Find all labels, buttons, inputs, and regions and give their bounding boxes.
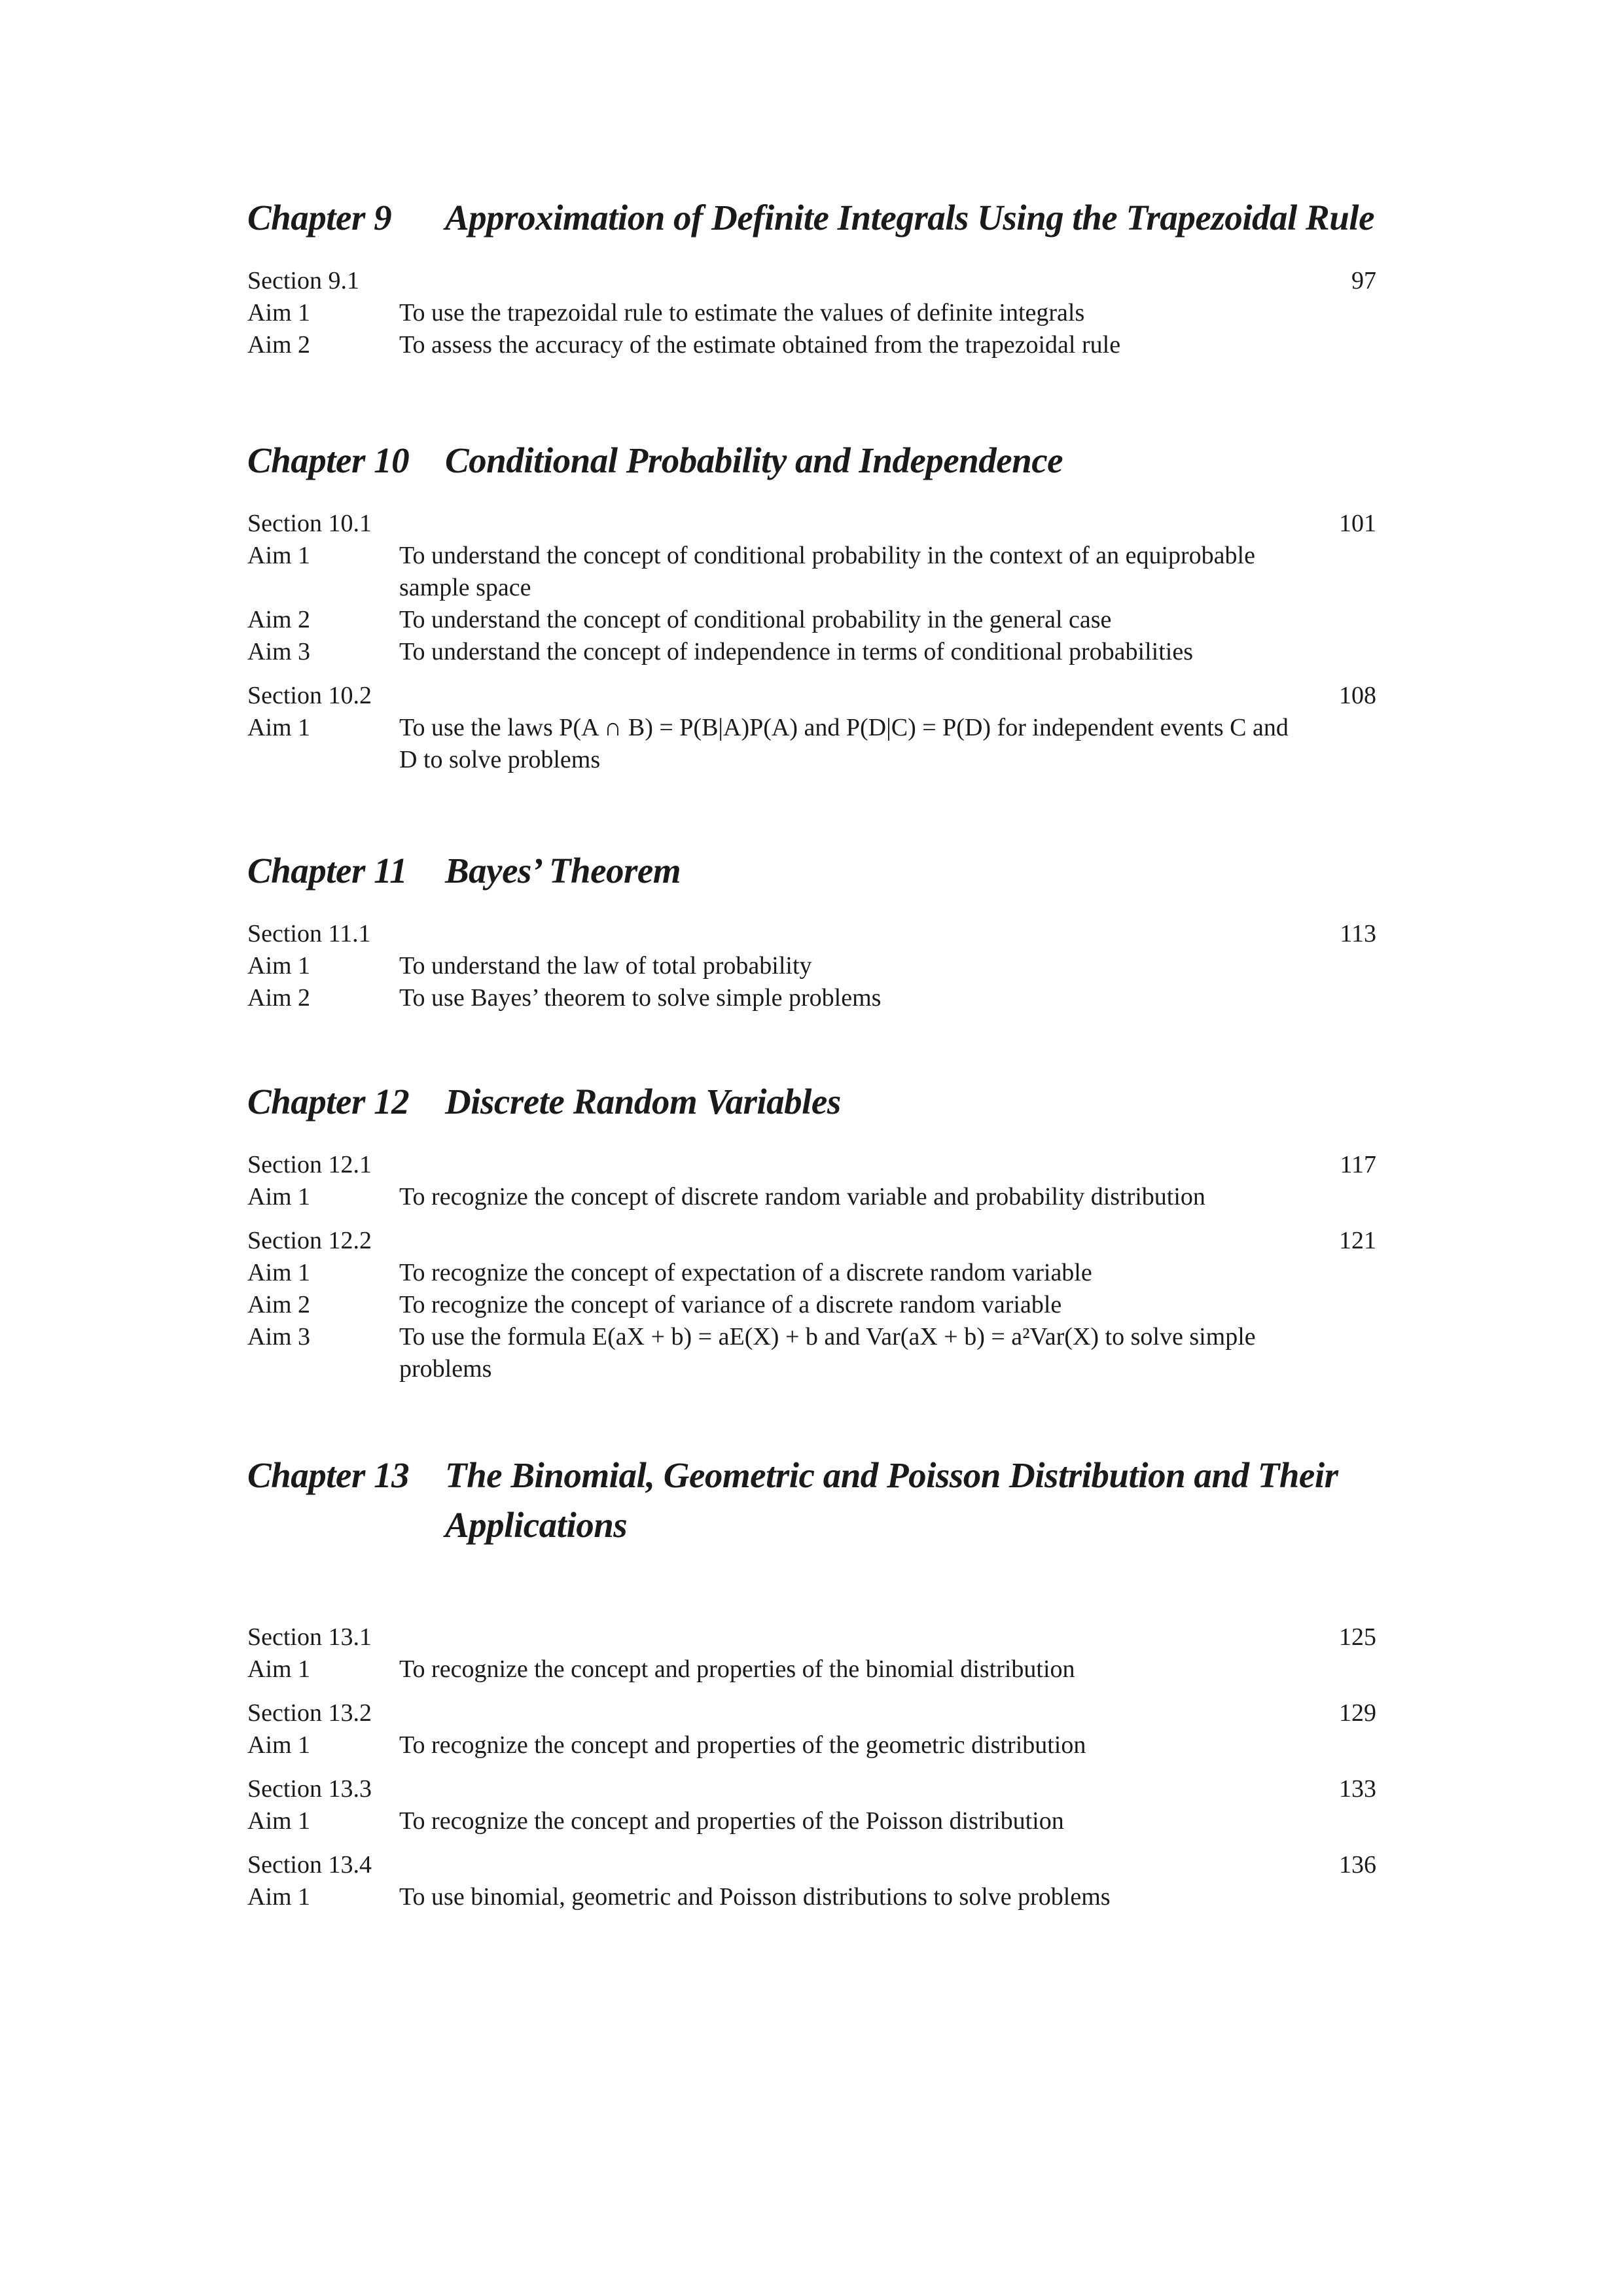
chapter [247,436,1376,776]
aim-text: To use the formula E(aX + b) = aE(X) + b and Var(aX + b) = a²Var(X) to solve simple problems [399,1323,1256,1383]
aim-label: Aim 2 [247,984,311,1012]
chapter-heading [247,193,1376,243]
aim-label: Aim 1 [247,952,311,980]
page-number: 108 [1339,682,1376,709]
chapter [247,1451,1376,1913]
aim-text: To use Bayes’ theorem to solve simple problems [399,984,882,1012]
aim-label: Aim 1 [247,542,311,569]
aim-label: Aim 1 [247,1807,311,1835]
aim-text: To assess the accuracy of the estimate obtained from the trapezoidal rule [399,331,1121,359]
chapter-number: Chapter 10 [247,440,410,480]
section-row[interactable] [247,265,1376,297]
aim-row [247,1653,1376,1686]
aim-label: Aim 2 [247,606,311,633]
chapter [247,1077,1376,1385]
aim-row [247,1181,1376,1213]
page-number: 125 [1339,1623,1376,1651]
aim-text: To use binomial, geometric and Poisson distributions to solve problems [399,1883,1111,1911]
aim-text: To recognize the concept and properties of the binomial distribution [399,1655,1075,1683]
section-name: Section 12.2 [247,1227,372,1254]
chapter-number: Chapter 9 [247,198,392,238]
chapter [247,846,1376,1014]
section-row[interactable] [247,1149,1376,1181]
section-entry [247,265,1376,361]
section-entry [247,508,1376,668]
aim-row [247,1321,1376,1385]
aim-label: Aim 2 [247,331,311,359]
page-number: 101 [1339,510,1376,537]
page-number: 113 [1340,920,1376,947]
chapter [247,193,1376,361]
aim-label: Aim 1 [247,1883,311,1911]
aim-row [247,1881,1376,1913]
page-number: 121 [1339,1227,1376,1254]
aim-row [247,636,1376,668]
page-number: 136 [1339,1851,1376,1879]
section-entry [247,1621,1376,1686]
chapter-heading [247,846,1376,896]
aim-text: To use the laws P(A ∩ B) = P(B|A)P(A) and P(D|C) = P(D) for independent events C and D to solve problems [399,714,1289,773]
aim-text: To use the trapezoidal rule to estimate the values of definite integrals [399,299,1085,327]
section-entry [247,1225,1376,1385]
aim-label: Aim 1 [247,1183,311,1210]
aim-label: Aim 1 [247,1259,311,1286]
aim-row [247,540,1376,604]
aim-row [247,297,1376,329]
aim-text: To understand the law of total probability [399,952,812,980]
section-row[interactable] [247,918,1376,950]
section-entry [247,1773,1376,1837]
section-row[interactable] [247,1849,1376,1881]
aim-label: Aim 3 [247,638,311,665]
section-entry [247,1149,1376,1213]
chapter-title: The Binomial, Geometric and Poisson Distribution and Their Applications [445,1455,1338,1545]
chapter-number: Chapter 11 [247,851,408,891]
aim-row [247,950,1376,982]
aim-row [247,1805,1376,1837]
chapter-title: Approximation of Definite Integrals Using the Trapezoidal Rule [445,198,1375,238]
aim-label: Aim 3 [247,1323,311,1351]
aim-row [247,712,1376,776]
section-name: Section 13.2 [247,1699,372,1727]
aim-text: To recognize the concept of expectation of a discrete random variable [399,1259,1092,1286]
section-name: Section 13.4 [247,1851,372,1879]
aim-label: Aim 1 [247,299,311,327]
section-row[interactable] [247,1773,1376,1805]
aim-row [247,329,1376,361]
aim-label: Aim 1 [247,1731,311,1759]
aim-text: To recognize the concept of discrete random variable and probability distribution [399,1183,1205,1210]
page-number: 97 [1351,267,1376,294]
section-name: Section 11.1 [247,920,371,947]
chapter-heading [247,1077,1376,1127]
aim-text: To recognize the concept and properties of the Poisson distribution [399,1807,1064,1835]
aim-text: To understand the concept of independence in terms of conditional probabilities [399,638,1193,665]
chapter-title: Bayes’ Theorem [445,851,681,891]
chapter-heading [247,436,1376,486]
section-name: Section 10.2 [247,682,372,709]
section-row[interactable] [247,1225,1376,1257]
aim-text: To understand the concept of conditional probability in the context of an equiprobable sample space [399,542,1255,601]
aim-row [247,604,1376,636]
aim-text: To recognize the concept of variance of a discrete random variable [399,1291,1062,1318]
aim-row [247,1729,1376,1761]
aim-row [247,1257,1376,1289]
section-row[interactable] [247,680,1376,712]
section-name: Section 10.1 [247,510,372,537]
aim-label: Aim 1 [247,714,311,741]
page-number: 117 [1340,1151,1376,1178]
aim-row [247,1289,1376,1321]
aim-text: To recognize the concept and properties of the geometric distribution [399,1731,1086,1759]
chapter-number: Chapter 13 [247,1455,410,1495]
chapter-title: Discrete Random Variables [445,1082,841,1122]
section-name: Section 9.1 [247,267,359,294]
page-number: 129 [1339,1699,1376,1727]
aim-label: Aim 1 [247,1655,311,1683]
section-row[interactable] [247,1697,1376,1729]
aim-text: To understand the concept of conditional probability in the general case [399,606,1112,633]
section-row[interactable] [247,1621,1376,1653]
section-entry [247,918,1376,1014]
section-name: Section 12.1 [247,1151,372,1178]
section-entry [247,680,1376,776]
aim-label: Aim 2 [247,1291,311,1318]
chapter-number: Chapter 12 [247,1082,410,1122]
chapter-title: Conditional Probability and Independence [445,440,1063,480]
section-name: Section 13.3 [247,1775,372,1803]
section-entry [247,1697,1376,1761]
page-number: 133 [1339,1775,1376,1803]
chapter-heading [247,1451,1376,1550]
section-name: Section 13.1 [247,1623,372,1651]
aim-row [247,982,1376,1014]
section-row[interactable] [247,508,1376,540]
section-entry [247,1849,1376,1913]
